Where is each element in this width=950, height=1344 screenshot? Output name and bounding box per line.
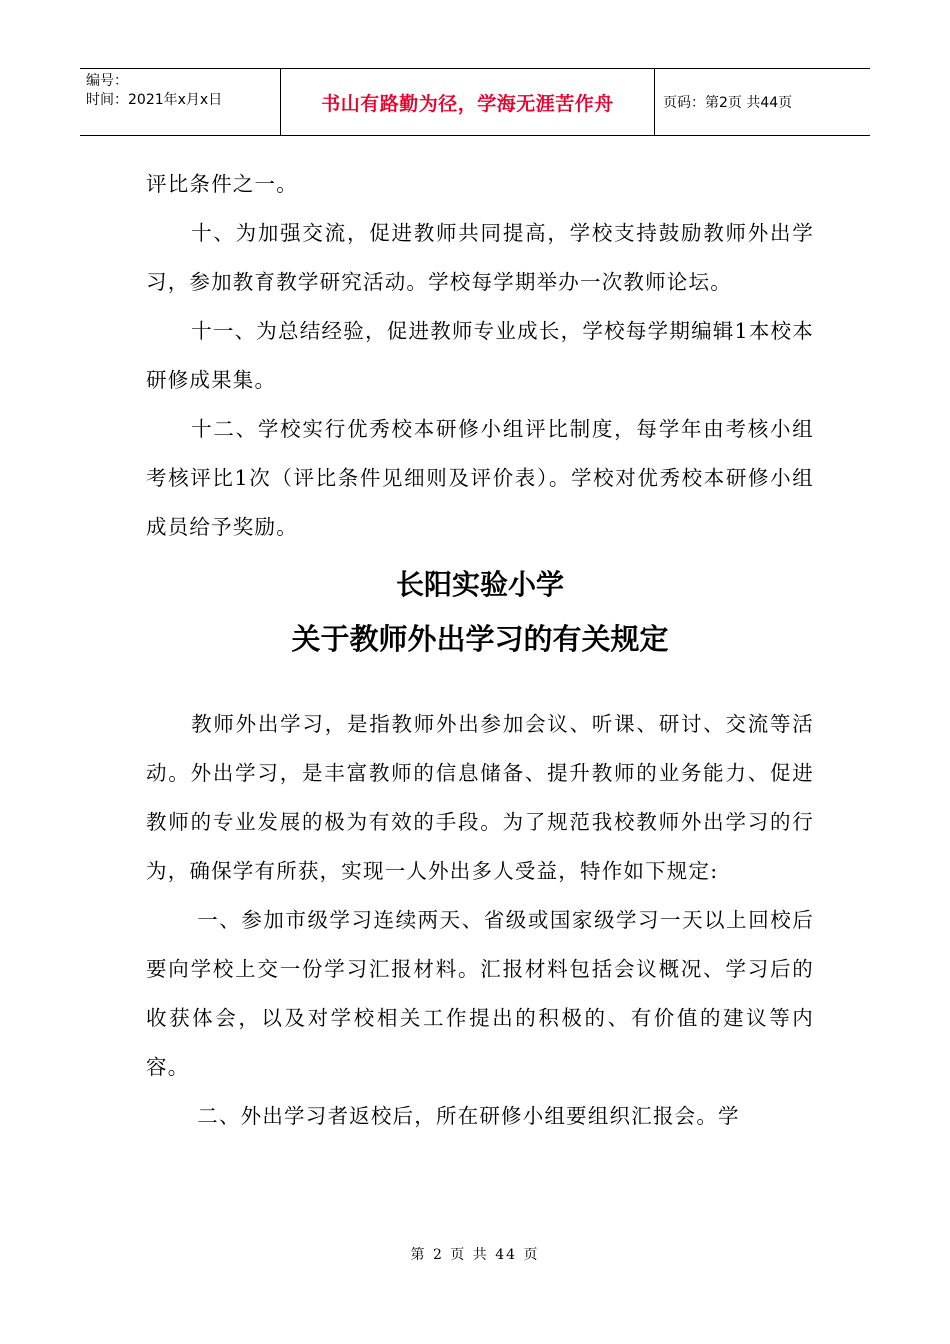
paragraph-intro: 教师外出学习，是指教师外出参加会议、听课、研讨、交流等活动。外出学习，是丰富教师的信息储备、提升教师的业务能力、促进教师的专业发展的极为有效的手段。为了规范我校教师外出学习的行为，确保学有所获，实现一人外出多人受益，特作如下规定: [146, 712, 814, 883]
section-title-rules: 关于教师外出学习的有关规定 [291, 622, 669, 656]
paragraph-item-11: 十一、为总结经验，促进教师专业成长，学校每学期编辑1本校本研修成果集。 [146, 319, 814, 392]
section-title [146, 558, 814, 666]
paragraph-item-12: 十二、学校实行优秀校本研修小组评比制度，每学年由考核小组考核评比1次（评比条件见细则及评价表）。学校对优秀校本研修小组成员给予奖励。 [146, 417, 814, 539]
page-footer: 第 2 页 共 44 页 [410, 1247, 540, 1263]
paragraph-rule-1: 一、参加市级学习连续两天、省级或国家级学习一天以上回校后要向学校上交一份学习汇报材料。汇报材料包括会议概况、学习后的收获体会，以及对学校相关工作提出的积极的、有价值的建议等内容。 [146, 908, 814, 1079]
document-date-label: 时间：2021年x月x日 [86, 92, 223, 108]
document-number-label: 编号： [86, 73, 128, 89]
document-body [146, 160, 814, 1141]
paragraph-item-10: 十、为加强交流，促进教师共同提高，学校支持鼓励教师外出学习，参加教育教学研究活动。学校每学期举办一次教师论坛。 [146, 221, 814, 294]
header-page-info: 页码：第2页 共44页 [663, 95, 793, 111]
paragraph-rule-2: 二、外出学习者返校后，所在研修小组要组织汇报会。学 [197, 1104, 740, 1128]
page-header [80, 68, 870, 136]
header-meta [80, 69, 281, 135]
header-motto: 书山有路勤为径，学海无涯苦作舟 [281, 69, 655, 135]
paragraph-continuation: 评比条件之一。 [146, 172, 298, 196]
section-title-school: 长阳实验小学 [395, 568, 564, 601]
